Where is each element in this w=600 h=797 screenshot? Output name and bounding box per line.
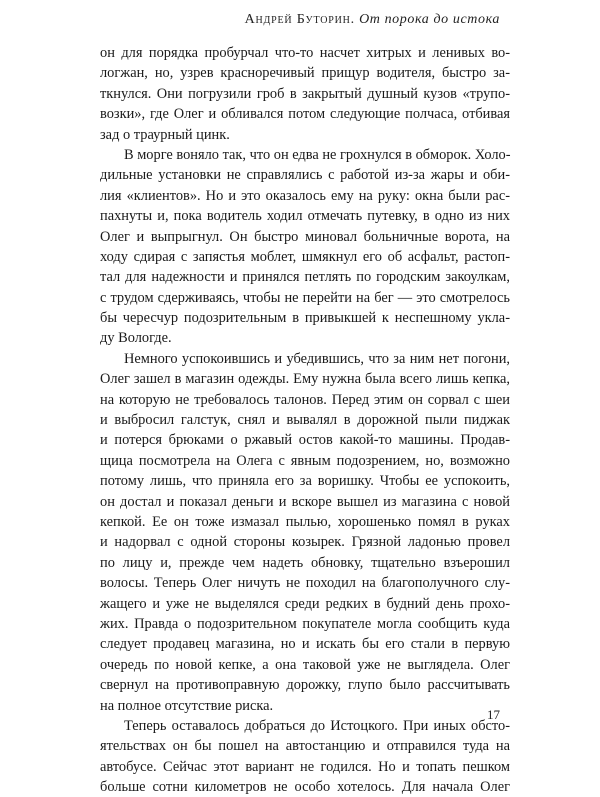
text-line: очередь по новой кепке, а она таковой уже не выглядела. Олег [100,656,510,673]
text-line: и надорвал с одной стороны козырек. Грязной ладонью провел [100,534,510,551]
text-line: лия «клиентов». Но и это оказалось ему на руку: окна были рас- [100,187,510,204]
text-line: пахнуты и, пока водитель ходил отмечать путевку, в одно из них [100,208,510,225]
paragraph [100,716,510,797]
text-line: тал для надежности и принялся петлять по городским закоулкам, [100,269,510,286]
text-line: он достал и показал деньги и вскоре вышел из магазина с новой [100,493,510,510]
text-line: бы чересчур подозрительным в привыкшей к неспешному укла- [100,310,510,327]
text-line: по лицу и, прежде чем надеть обновку, тщательно взъерошил [100,554,510,571]
text-line: он для порядка пробурчал что-то насчет хитрых и ленивых во- [100,45,510,61]
paragraph [100,349,510,716]
text-line: и выбросил галстук, снял и вывалял в дорожной пыли пиджак [100,412,510,429]
text-line: Теперь оставалось добраться до Истоцкого. При иных обсто- [124,717,510,734]
running-head [245,12,500,28]
text-line: дильные установки не справлялись с работой из-за жары и оби- [100,167,510,184]
text-line: логжан, но, узрев красноречивый прищур водителя, быстро за- [100,65,510,82]
text-line: ходу сдирая с запястья моблет, шмякнул его об асфальт, растоп- [100,248,510,265]
text-line: следует продавец магазина, но и искать бы его стали в первую [100,636,510,653]
text-line: жих. Правда о подозрительном покупателе могла сообщить куда [100,615,510,632]
paragraph [100,43,510,145]
text-line: кепкой. Ее он тоже измазал пылью, хорошенько помял в руках [100,513,510,530]
text-line: потому лишь, что приняла его за воришку. Чтобы ее успокоить, [100,473,510,490]
text-line: зад о траурный цинк. [100,126,230,143]
text-line: автобусе. Сейчас этот вариант не годился. Но и топать пешком [100,758,510,775]
text-line: Олег и выпрыгнул. Он быстро миновал больничные ворота, на [100,228,510,245]
page-number: 17 [487,707,500,722]
text-line: и потерся брюками о ржавый остов какой-то машины. Продав- [100,432,510,449]
text-line: волосы. Теперь Олег ничуть не походил на благополучного слу- [100,575,510,592]
text-line: Немного успокоившись и убедившись, что за ним нет погони, [124,350,510,367]
text-line: на которую не требовалось талонов. Перед этим он сорвал с шеи [100,391,510,408]
running-head-title: От порока до истока [359,12,500,27]
body-text [100,43,510,797]
running-head-author: Андрей Буторин. [244,12,355,27]
text-line: свернул на противоправную дорожку, глупо было рассчитывать [100,677,510,694]
text-line: ятельствах он бы пошел на автостанцию и отправился туда на [100,738,510,755]
text-line: В морге воняло так, что он едва не грохнулся в обморок. Холо- [124,146,511,163]
text-line: на полное отсутствие риска. [100,697,274,714]
text-line: щица посмотрела на Олега с явным подозрением, но, возможно [100,452,510,469]
text-line: Олег зашел в магазин одежды. Ему нужна была всего лишь кепка, [100,371,510,388]
text-line: с трудом сдерживаясь, чтобы не перейти на бег — это смотрелось [100,289,510,306]
paragraph [100,145,510,349]
text-line: возки», где Олег и обливался потом следующие полчаса, отбивая [100,106,510,123]
text-line: ду Вологде. [100,330,172,347]
text-line: жащего и уже не выделялся среди редких в будний день прохо- [100,595,510,612]
text-line: ткнулся. Они погрузили гроб в закрытый душный кузов «трупо- [100,85,510,102]
text-line: больше сотни километров не особо хотелось. Для начала Олег [100,779,510,796]
